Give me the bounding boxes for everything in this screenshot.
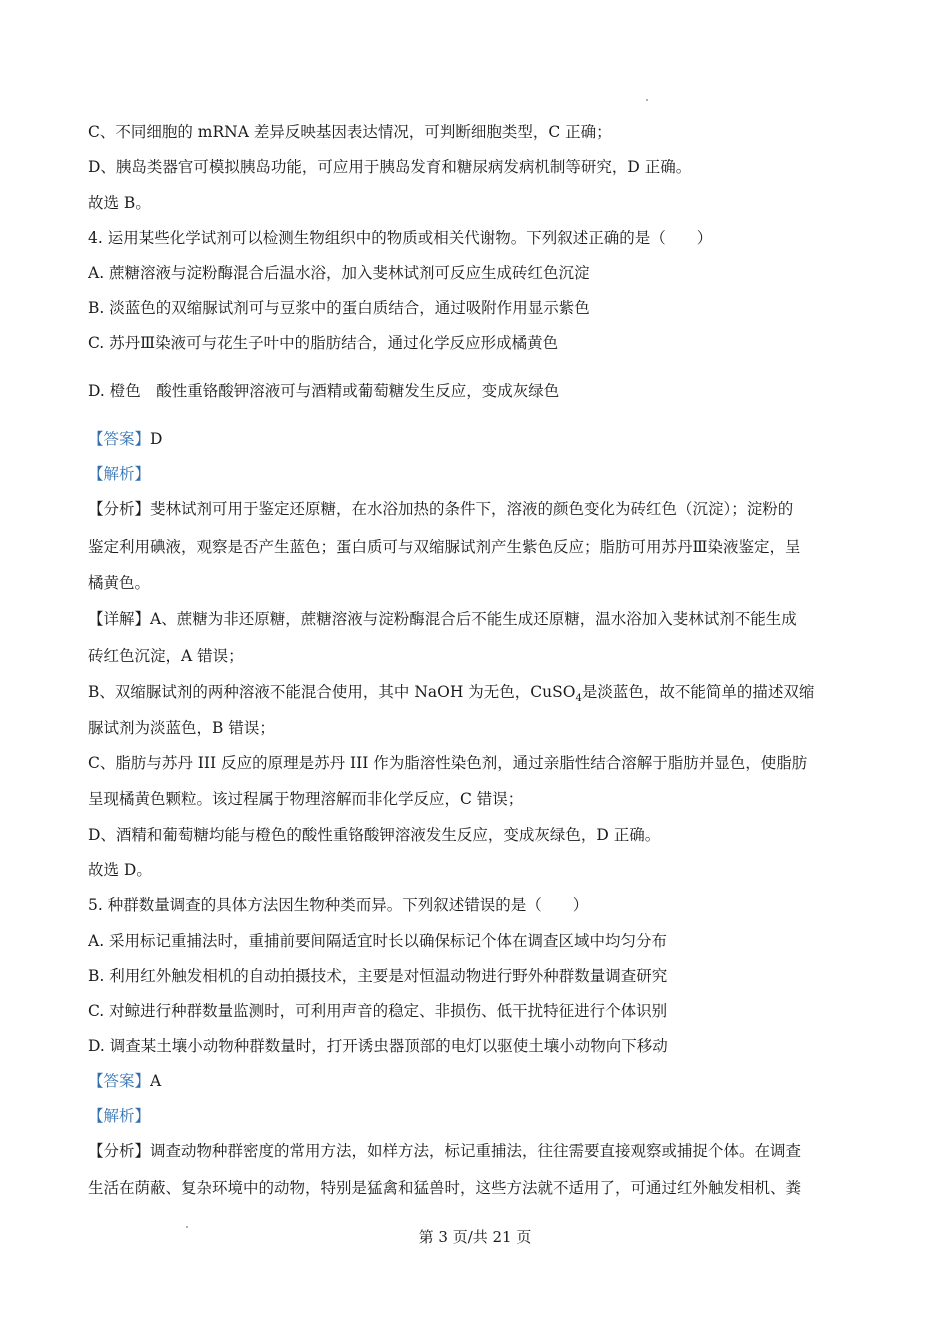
answer-tag: 【答案】 xyxy=(88,430,151,448)
text-line: 呈现橘黄色颗粒。该过程属于物理溶解而非化学反应，C 错误； xyxy=(88,790,524,808)
text-line xyxy=(88,681,863,710)
question-5-option-d: D. 调查某土壤小动物种群数量时，打开诱虫器顶部的电灯以驱使土壤小动物向下移动 xyxy=(88,1037,668,1055)
subscript: 4 xyxy=(575,693,582,705)
detail-text: B、双缩脲试剂的两种溶液不能混合使用，其中 NaOH 为无色，CuSO xyxy=(88,683,576,701)
page-footer: 第 3 页/共 21 页 xyxy=(418,1228,532,1246)
text-line: C、不同细胞的 mRNA 差异反映基因表达情况，可判断细胞类型，C 正确； xyxy=(88,123,612,141)
explanation-tag: 【解析】 xyxy=(88,465,151,483)
answer-line-4 xyxy=(88,428,863,450)
text-line: 鉴定利用碘液，观察是否产生蓝色；蛋白质可与双缩脲试剂产生紫色反应；脂肪可用苏丹Ⅲ染液鉴定，呈 xyxy=(88,538,801,556)
text-line: D、酒精和葡萄糖均能与橙色的酸性重铬酸钾溶液发生反应，变成灰绿色，D 正确。 xyxy=(88,826,661,844)
scan-dot xyxy=(646,99,648,101)
text-line: C、脂肪与苏丹 III 反应的原理是苏丹 III 作为脂溶性染色剂，通过亲脂性结合溶解于脂肪并显色，使脂肪 xyxy=(88,754,808,772)
answer-line-5 xyxy=(88,1070,863,1092)
question-4-option-c: C. 苏丹Ⅲ染液可与花生子叶中的脂肪结合，通过化学反应形成橘黄色 xyxy=(88,334,559,352)
question-4-option-a: A. 蔗糖溶液与淀粉酶混合后温水浴，加入斐林试剂可反应生成砖红色沉淀 xyxy=(88,264,590,282)
question-4-option-d: D. 橙色 酸性重铬酸钾溶液可与酒精或葡萄糖发生反应，变成灰绿色 xyxy=(88,382,560,400)
analysis-line xyxy=(88,1140,863,1162)
text-line: 故选 B。 xyxy=(88,194,151,212)
question-5-option-c: C. 对鲸进行种群数量监测时，可利用声音的稳定、非损伤、低干扰特征进行个体识别 xyxy=(88,1002,668,1020)
analysis-line xyxy=(88,498,863,520)
answer-tag: 【答案】 xyxy=(88,1072,151,1090)
question-5-option-a: A. 采用标记重捕法时，重捕前要间隔适宜时长以确保标记个体在调查区域中均匀分布 xyxy=(88,932,668,950)
question-4-option-b: B. 淡蓝色的双缩脲试剂可与豆浆中的蛋白质结合，通过吸附作用显示紫色 xyxy=(88,299,590,317)
analysis-text: 调查动物种群密度的常用方法，如样方法，标记重捕法，往往需要直接观察或捕捉个体。在调查 xyxy=(150,1142,802,1160)
text-line: 脲试剂为淡蓝色，B 错误； xyxy=(88,719,275,737)
explanation-tag: 【解析】 xyxy=(88,1107,151,1125)
text-line: 橘黄色。 xyxy=(88,574,151,592)
answer-value: A xyxy=(150,1072,162,1090)
explanation-line-4 xyxy=(88,463,863,485)
question-5-option-b: B. 利用红外触发相机的自动拍摄技术，主要是对恒温动物进行野外种群数量调查研究 xyxy=(88,967,668,985)
text-line: D、胰岛类器官可模拟胰岛功能，可应用于胰岛发育和糖尿病发病机制等研究，D 正确。 xyxy=(88,158,692,176)
text-line: 故选 D。 xyxy=(88,861,152,879)
explanation-line-5 xyxy=(88,1105,863,1127)
detail-line xyxy=(88,608,863,630)
question-4-stem: 4. 运用某些化学试剂可以检测生物组织中的物质或相关代谢物。下列叙述正确的是（ ） xyxy=(88,229,713,247)
answer-value: D xyxy=(150,430,163,448)
detail-text: A、蔗糖为非还原糖，蔗糖溶液与淀粉酶混合后不能生成还原糖，温水浴加入斐林试剂不能生成 xyxy=(150,610,797,628)
text-line: 生活在荫蔽、复杂环境中的动物，特别是猛禽和猛兽时，这些方法就不适用了，可通过红外触发相机、粪 xyxy=(88,1179,802,1197)
detail-text: 是淡蓝色，故不能简单的描述双缩 xyxy=(581,683,815,701)
analysis-tag: 【分析】 xyxy=(88,1142,151,1160)
text-line: 砖红色沉淀，A 错误； xyxy=(88,647,244,665)
analysis-text: 斐林试剂可用于鉴定还原糖，在水浴加热的条件下，溶液的颜色变化为砖红色（沉淀）；淀粉的 xyxy=(150,500,794,518)
detail-tag: 【详解】 xyxy=(88,610,151,628)
question-5-stem: 5. 种群数量调查的具体方法因生物种类而异。下列叙述错误的是（ ） xyxy=(88,896,589,914)
analysis-tag: 【分析】 xyxy=(88,500,151,518)
